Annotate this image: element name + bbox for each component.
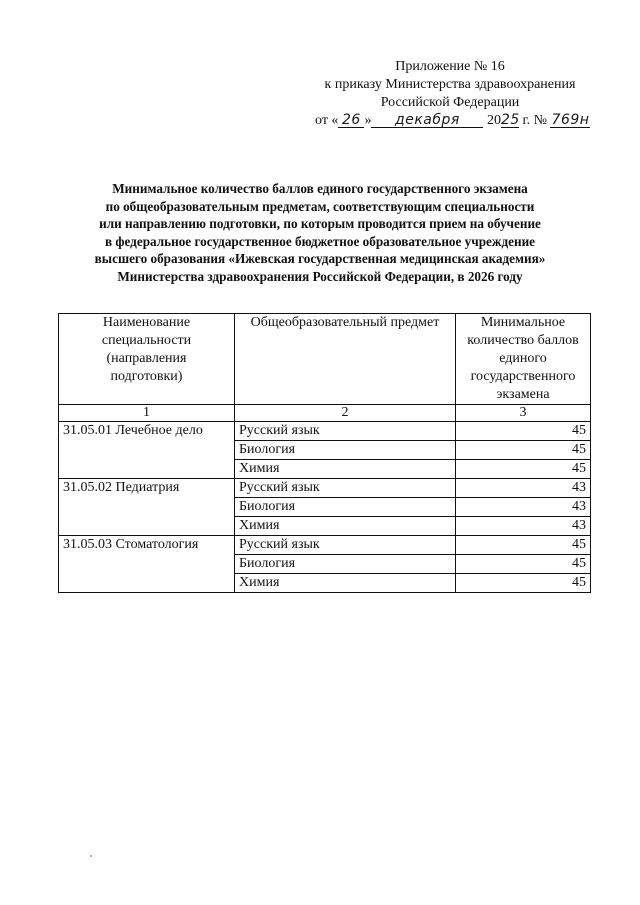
date-mid: » — [364, 113, 372, 128]
title-line: по общеобразовательным предметам, соответствующим специальности — [105, 198, 535, 214]
column-number: 1 — [59, 405, 235, 422]
date-month-handwritten: декабря — [371, 113, 483, 128]
specialty-cell: 31.05.03 Стоматология — [59, 536, 235, 593]
header-text: государственного — [470, 369, 576, 384]
document-title — [60, 180, 580, 285]
title-line: Министерства здравоохранения Российской Федерации, в 2026 году — [117, 268, 523, 284]
appendix-number: Приложение № 16 — [395, 59, 505, 74]
header-specialty — [59, 314, 235, 405]
subject-cell: Биология — [235, 441, 456, 460]
header-subject: Общеобразовательный предмет — [235, 314, 456, 405]
table-row — [59, 536, 591, 555]
subject-cell: Русский язык — [235, 422, 456, 441]
appendix-header — [300, 58, 600, 130]
header-text: Минимальное — [480, 315, 566, 330]
header-text: подготовки) — [110, 369, 183, 384]
appendix-order-line: к приказу Министерства здравоохранения — [324, 77, 576, 92]
column-number-row — [59, 405, 591, 422]
score-cell: 45 — [456, 460, 591, 479]
year-suffix-handwritten: 25 — [500, 112, 520, 128]
subject-cell: Биология — [235, 555, 456, 574]
score-cell: 43 — [456, 498, 591, 517]
header-min-score — [456, 314, 591, 405]
order-number-handwritten: 769н — [551, 112, 590, 128]
subject-cell: Химия — [235, 574, 456, 593]
column-number: 2 — [235, 405, 456, 422]
subject-cell: Химия — [235, 460, 456, 479]
date-day-handwritten: 26 — [338, 113, 364, 128]
scan-speck — [90, 855, 92, 857]
score-cell: 45 — [456, 441, 591, 460]
title-line: высшего образования «Ижевская государственная медицинская академия» — [94, 251, 546, 266]
column-number: 3 — [456, 405, 591, 422]
specialty-cell: 31.05.01 Лечебное дело — [59, 422, 235, 479]
year-unit: г. № — [522, 113, 547, 128]
specialty-cell: 31.05.02 Педиатрия — [59, 479, 235, 536]
appendix-federation-line: Российской Федерации — [380, 95, 520, 110]
table-row — [59, 422, 591, 441]
header-text: количество баллов — [467, 333, 579, 348]
score-cell: 45 — [456, 422, 591, 441]
score-cell: 45 — [456, 555, 591, 574]
date-prefix: от « — [315, 113, 339, 128]
year-prefix: 20 — [486, 113, 501, 128]
title-line: в федеральное государственное бюджетное образовательное учреждение — [104, 233, 536, 249]
header-row — [59, 314, 591, 405]
title-line: или направлению подготовки, по которым проводится прием на обучение — [99, 216, 541, 231]
score-cell: 43 — [456, 479, 591, 498]
header-text: (направления — [106, 351, 187, 366]
scores-table — [58, 313, 591, 593]
table-row — [59, 479, 591, 498]
score-cell: 45 — [456, 574, 591, 593]
subject-cell: Русский язык — [235, 536, 456, 555]
score-cell: 45 — [456, 536, 591, 555]
order-date-line — [300, 112, 600, 130]
header-text: экзамена — [496, 387, 550, 402]
title-line: Минимальное количество баллов единого государственного экзамена — [112, 181, 528, 196]
subject-cell: Русский язык — [235, 479, 456, 498]
header-text: единого — [499, 351, 547, 366]
subject-cell: Биология — [235, 498, 456, 517]
header-text: Наименование — [102, 315, 191, 330]
header-text: специальности — [101, 333, 192, 348]
score-cell: 43 — [456, 517, 591, 536]
subject-cell: Химия — [235, 517, 456, 536]
